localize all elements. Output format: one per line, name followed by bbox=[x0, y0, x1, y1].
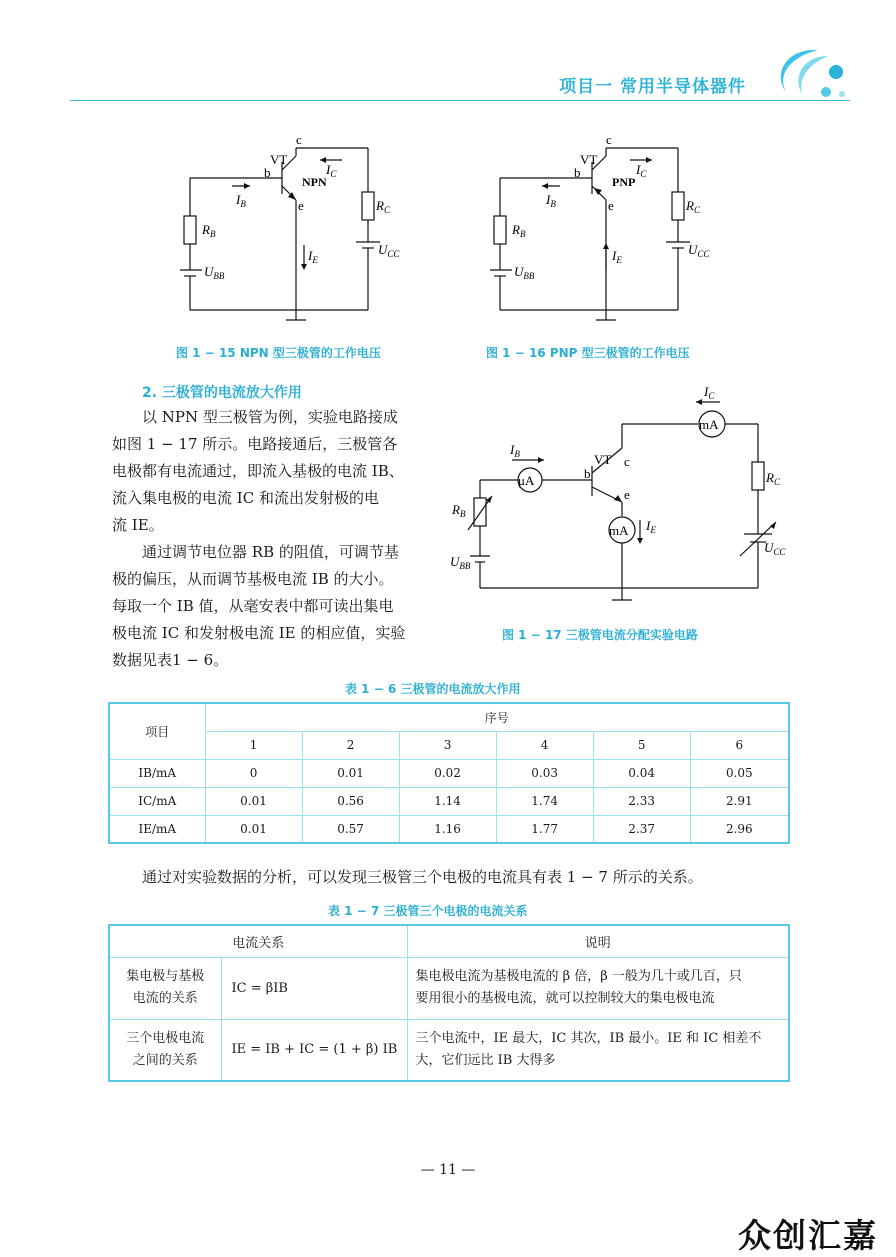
relation-name-line: 集电极与基极 bbox=[126, 969, 205, 984]
b-label: b bbox=[584, 466, 591, 481]
ie-label: $I_E$ bbox=[646, 518, 656, 535]
ic-label: $I_C$ bbox=[704, 384, 715, 401]
cell: 1.16 bbox=[399, 815, 496, 843]
p2-line: 通过调节电位器 RB 的阻值，可调节基 bbox=[142, 543, 399, 561]
cell: 0 bbox=[205, 759, 302, 787]
row-label: IB/mA bbox=[109, 759, 205, 787]
description-line: 集电极电流为基极电流的 β 倍，β 一般为几十或几百，只 bbox=[415, 969, 742, 984]
pnp-b-label: b bbox=[574, 165, 581, 180]
cell: 1.14 bbox=[399, 787, 496, 815]
watermark-logo-text: 众创汇嘉 bbox=[738, 1216, 878, 1255]
pnp-rc-label: $R_C$ bbox=[686, 198, 700, 215]
seq-header: 序号 bbox=[205, 703, 789, 731]
rb-label: $R_B$ bbox=[452, 502, 466, 519]
p1-line: 如图 1 − 17 所示。电路接通后，三极管各 bbox=[112, 435, 398, 453]
npn-rb-label: $R_B$ bbox=[202, 222, 216, 239]
item-header: 项目 bbox=[109, 703, 205, 759]
column-header: 6 bbox=[690, 731, 789, 759]
pnp-ib-label: $I_B$ bbox=[546, 192, 556, 209]
description-line: 三个电流中，IE 最大，IC 其次，IB 最小。IE 和 IC 相差不 bbox=[415, 1030, 762, 1046]
column-header: 5 bbox=[593, 731, 690, 759]
figure-1-16-pnp-circuit bbox=[490, 130, 720, 330]
cell: 0.57 bbox=[302, 815, 399, 843]
npn-vt-label: VT bbox=[270, 152, 288, 167]
table-row bbox=[109, 957, 789, 1019]
p1-line: 流 IE。 bbox=[112, 516, 164, 534]
running-header-title: 项目一 常用半导体器件 bbox=[559, 77, 746, 97]
pnp-ucc-label: $U_{CC}$ bbox=[688, 242, 710, 259]
meter-ma-c-label: mA bbox=[699, 417, 719, 432]
figure-1-15-caption: 图 1 − 15 NPN 型三极管的工作电压 bbox=[176, 346, 381, 360]
npn-type-label: NPN bbox=[302, 175, 327, 189]
table-row bbox=[109, 815, 789, 843]
cell: 1.74 bbox=[496, 787, 593, 815]
header-swirl-logo bbox=[770, 42, 856, 108]
cell: 0.04 bbox=[593, 759, 690, 787]
c-label: c bbox=[624, 454, 630, 469]
p1-line: 以 NPN 型三极管为例，实验电路接成 bbox=[142, 408, 398, 426]
p1-line: 流入集电极的电流 IC 和流出发射极的电 bbox=[112, 489, 379, 507]
column-header: 4 bbox=[496, 731, 593, 759]
cell: 2.33 bbox=[593, 787, 690, 815]
meter-ma-e-label: mA bbox=[609, 523, 629, 538]
pnp-vt-label: VT bbox=[580, 152, 598, 167]
npn-b-label: b bbox=[264, 165, 271, 180]
relation-name-line: 之间的关系 bbox=[132, 1052, 198, 1068]
p2-line: 极的偏压，从而调节基极电流 IB 的大小。 bbox=[112, 570, 394, 588]
cell: 0.01 bbox=[205, 815, 302, 843]
cell: 2.37 bbox=[593, 815, 690, 843]
description-line: 要用很小的基极电流，就可以控制较大的集电极电流 bbox=[415, 991, 715, 1006]
pnp-ubb-label: $U_{BB}$ bbox=[514, 264, 535, 281]
figure-1-17-caption: 图 1 − 17 三极管电流分配实验电路 bbox=[502, 628, 698, 642]
ib-label: $I_B$ bbox=[510, 442, 520, 459]
paragraph-2 bbox=[112, 539, 442, 674]
cell: 1.77 bbox=[496, 815, 593, 843]
pnp-ie-label: $I_E$ bbox=[612, 248, 622, 265]
cell: 0.03 bbox=[496, 759, 593, 787]
npn-ib-label: $I_B$ bbox=[236, 192, 246, 209]
ubb-label: $U_{BB}$ bbox=[450, 554, 471, 571]
npn-rc-label: $R_C$ bbox=[376, 198, 390, 215]
cell: 2.96 bbox=[690, 815, 789, 843]
pnp-type-label: PNP bbox=[612, 175, 636, 189]
figure-1-15-npn-circuit bbox=[180, 130, 410, 330]
pnp-c-label: c bbox=[606, 132, 612, 147]
e-label: e bbox=[624, 487, 630, 502]
table-row bbox=[109, 787, 789, 815]
cell: 2.91 bbox=[690, 787, 789, 815]
npn-e-label: e bbox=[298, 198, 304, 213]
table-1-6 bbox=[108, 702, 790, 844]
section-title: 2. 三极管的电流放大作用 bbox=[142, 385, 302, 401]
pnp-rb-label: $R_B$ bbox=[512, 222, 526, 239]
cell: 0.01 bbox=[205, 787, 302, 815]
cell: 0.01 bbox=[302, 759, 399, 787]
p1-line: 电极都有电流通过，即流入基极的电流 IB、 bbox=[112, 462, 404, 480]
cell: 0.02 bbox=[399, 759, 496, 787]
page-number: — 11 — bbox=[420, 1162, 476, 1178]
vt-label: VT bbox=[594, 452, 612, 467]
npn-c-label: c bbox=[296, 132, 302, 147]
table-1-7-caption: 表 1 − 7 三极管三个电极的电流关系 bbox=[328, 904, 528, 918]
paragraph-1 bbox=[112, 404, 442, 539]
pnp-e-label: e bbox=[608, 198, 614, 213]
npn-ie-label: $I_E$ bbox=[308, 248, 318, 265]
description-line: 大，它们远比 IB 大得多 bbox=[415, 1052, 556, 1068]
p2-line: 极电流 IC 和发射极电流 IE 的相应值，实验 bbox=[112, 624, 406, 642]
column-header: 1 bbox=[205, 731, 302, 759]
npn-ic-label: $I_C$ bbox=[326, 162, 337, 179]
header-description: 说明 bbox=[407, 925, 789, 957]
ucc-label: $U_{CC}$ bbox=[764, 540, 786, 557]
figure-1-17-experiment-circuit bbox=[448, 380, 793, 612]
table-1-7 bbox=[108, 924, 790, 1082]
pnp-ic-label: $I_C$ bbox=[636, 162, 647, 179]
formula: IC = βIB bbox=[221, 957, 407, 1019]
column-header: 2 bbox=[302, 731, 399, 759]
formula: IE = IB + IC = (1 + β) IB bbox=[221, 1019, 407, 1081]
row-label: IE/mA bbox=[109, 815, 205, 843]
header-relation: 电流关系 bbox=[109, 925, 407, 957]
figure-1-16-caption: 图 1 − 16 PNP 型三极管的工作电压 bbox=[486, 346, 690, 360]
npn-ucc-label: $U_{CC}$ bbox=[378, 242, 400, 259]
relation-name-line: 电流的关系 bbox=[132, 991, 198, 1006]
column-header: 3 bbox=[399, 731, 496, 759]
cell: 0.05 bbox=[690, 759, 789, 787]
npn-ubb-label: $U_{BB}$ bbox=[204, 264, 225, 281]
p2-line: 数据见表1 − 6。 bbox=[112, 651, 229, 669]
table-1-6-caption: 表 1 − 6 三极管的电流放大作用 bbox=[345, 682, 521, 696]
row-label: IC/mA bbox=[109, 787, 205, 815]
paragraph-3: 通过对实验数据的分析，可以发现三极管三个电极的电流具有表 1 − 7 所示的关系。 bbox=[142, 868, 703, 886]
rc-label: $R_C$ bbox=[766, 470, 780, 487]
cell: 0.56 bbox=[302, 787, 399, 815]
meter-ua-label: μA bbox=[518, 473, 535, 488]
header-rule bbox=[70, 100, 850, 101]
table-row bbox=[109, 1019, 789, 1081]
p2-line: 每取一个 IB 值，从毫安表中都可读出集电 bbox=[112, 597, 394, 615]
table-row bbox=[109, 759, 789, 787]
relation-name-line: 三个电极电流 bbox=[126, 1030, 205, 1046]
